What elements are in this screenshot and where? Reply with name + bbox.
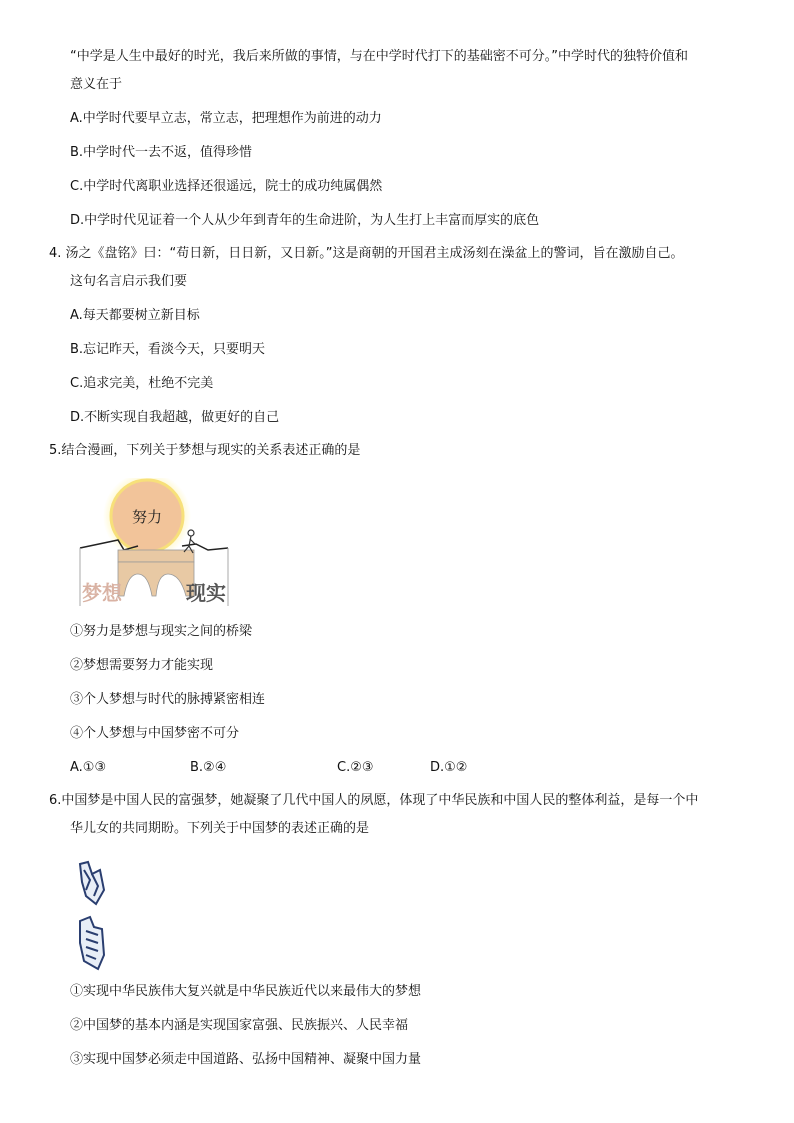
q5-cartoon [78,478,238,608]
q6-statement-3: ③实现中国梦必须走中国道路、弘扬中国精神、凝聚中国力量 [70,1052,422,1067]
q4-option-a[interactable]: A.每天都要树立新目标 [70,308,200,323]
q3-intro-line-1: “中学是人生中最好的时光，我后来所做的事情，与在中学时代打下的基础密不可分。”中学时代的独特价值和 [70,49,688,64]
q6-stem-line-2: 华儿女的共同期盼。下列关于中国梦的表述正确的是 [70,821,370,836]
q5-choice-a[interactable]: A.①③ [70,760,107,775]
broken-image-icon-2 [76,915,108,971]
q5-statement-4: ④个人梦想与中国梦密不可分 [70,726,240,741]
q4-stem-line-2: 这句名言启示我们要 [70,274,188,289]
broken-image-icon-1 [76,860,108,908]
q5-choice-b[interactable]: B.②④ [190,760,227,775]
q6-stem-line-1: 6.中国梦是中国人民的富强梦，她凝聚了几代中国人的夙愿，体现了中华民族和中国人民的整体利益，是每一个中 [49,793,699,808]
q6-statement-1: ①实现中华民族伟大复兴就是中华民族近代以来最伟大的梦想 [70,984,422,999]
q3-option-b[interactable]: B.中学时代一去不返，值得珍惜 [70,145,253,160]
q5-choice-d[interactable]: D.①② [430,760,468,775]
dream-label: 梦想 [82,581,122,605]
q3-option-a[interactable]: A.中学时代要早立志，常立志，把理想作为前进的动力 [70,111,382,126]
q4-option-c[interactable]: C.追求完美，杜绝不完美 [70,376,214,391]
sun-label: 努力 [131,508,163,526]
q4-stem-line-1: 4. 汤之《盘铭》曰：“苟日新，日日新，又日新。”这是商朝的开国君主成汤刻在澡盆上的警词，旨在激励自己。 [49,246,684,261]
q3-option-c[interactable]: C.中学时代离职业选择还很遥远，院士的成功纯属偶然 [70,179,383,194]
q5-statement-1: ①努力是梦想与现实之间的桥梁 [70,624,253,639]
q3-option-d[interactable]: D.中学时代见证着一个人从少年到青年的生命进阶，为人生打上丰富而厚实的底色 [70,213,540,228]
q5-statement-3: ③个人梦想与时代的脉搏紧密相连 [70,692,266,707]
q6-statement-2: ②中国梦的基本内涵是实现国家富强、民族振兴、人民幸福 [70,1018,409,1033]
q4-option-b[interactable]: B.忘记昨天，看淡今天，只要明天 [70,342,266,357]
q5-stem: 5.结合漫画，下列关于梦想与现实的关系表述正确的是 [49,443,361,458]
reality-label: 现实 [186,581,226,605]
q5-statement-2: ②梦想需要努力才能实现 [70,658,214,673]
q3-intro-line-2: 意义在于 [70,77,123,92]
q5-choice-c[interactable]: C.②③ [337,760,374,775]
bridge-icon [118,550,194,596]
q4-option-d[interactable]: D.不断实现自我超越，做更好的自己 [70,410,280,425]
